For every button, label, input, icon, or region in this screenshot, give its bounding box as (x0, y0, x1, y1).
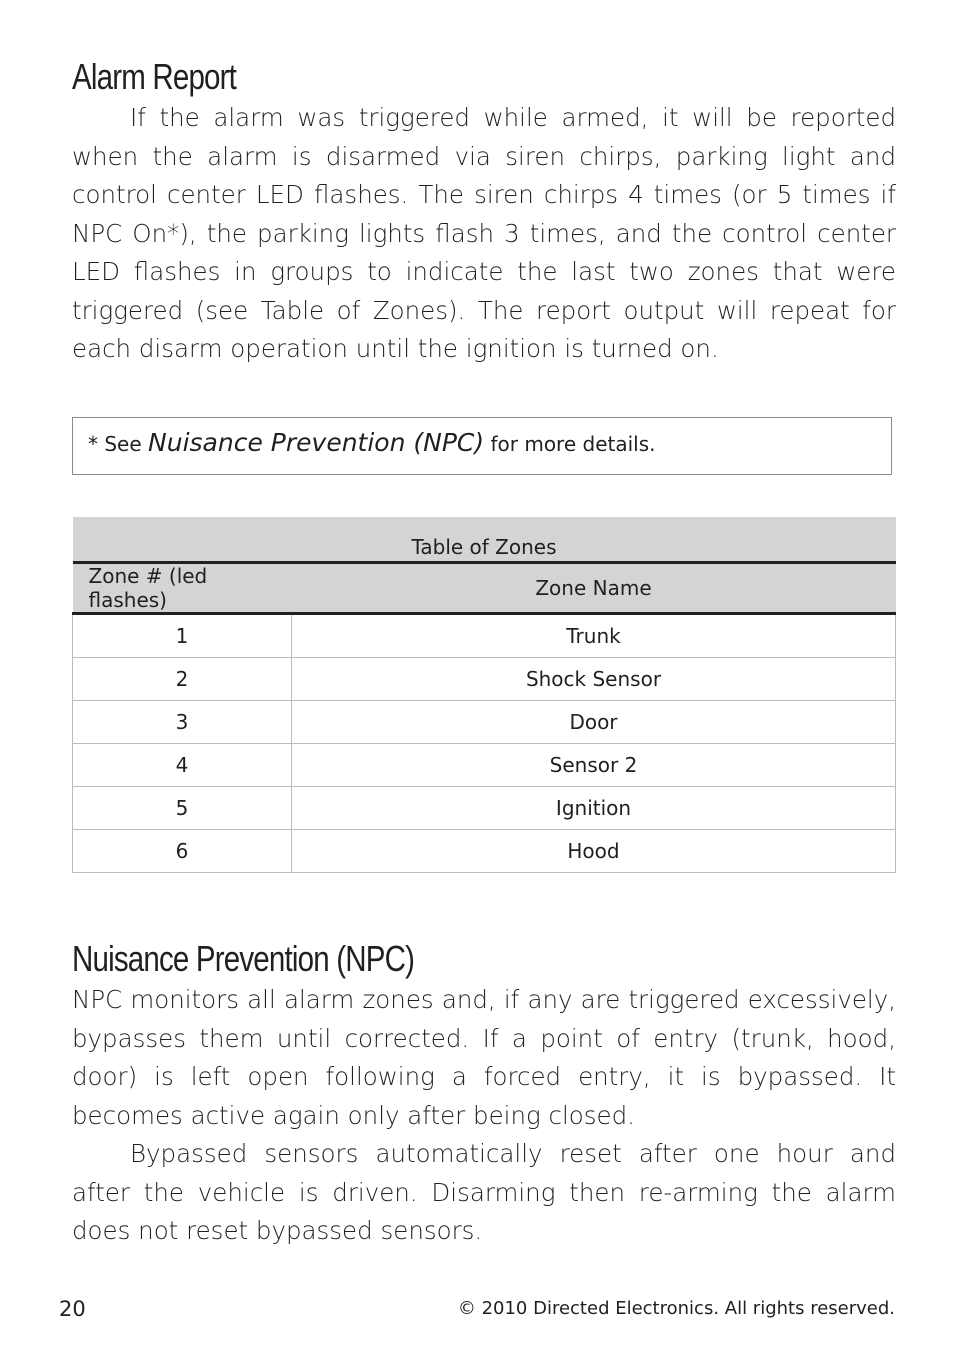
zone-number-cell: 1 (73, 614, 292, 658)
zone-number-cell: 2 (73, 658, 292, 701)
zone-number-cell: 4 (73, 744, 292, 787)
zone-number-cell: 3 (73, 701, 292, 744)
column-header-zone-name: Zone Name (292, 563, 896, 614)
table-header-row (73, 563, 896, 614)
npc-paragraph-1: NPC monitors all alarm zones and, if any are triggered excessively, bypasses them until corrected. If a point of entry (trunk, hood, door) is left open following a forced entry, it is bypassed. It becomes active again only after being closed. (72, 985, 896, 1130)
npc-paragraph-2: Bypassed sensors automatically reset after one hour and after the vehicle is driven. Disarming then re-arming the alarm does not reset bypassed sensors. (72, 1139, 896, 1245)
table-row (73, 830, 896, 873)
npc-note-text (88, 428, 656, 457)
zone-name-cell: Door (292, 701, 896, 744)
zone-name-cell: Ignition (292, 787, 896, 830)
note-suffix: for more details. (484, 432, 656, 456)
table-caption: Table of Zones (73, 517, 896, 563)
npc-note-box (72, 417, 892, 475)
table-row (73, 744, 896, 787)
table-row (73, 614, 896, 658)
note-prefix: * See (88, 432, 149, 456)
alarm-report-heading: Alarm Report (72, 56, 237, 97)
page-number: 20 (59, 1297, 86, 1321)
alarm-report-paragraph: If the alarm was triggered while armed, it will be reported when the alarm is disarmed via siren chirps, parking light and control center LED flashes. The siren chirps 4 times (or 5 times if NPC On*), the parking lights flash 3 times, and the control center LED flashes in groups to indicate the last two zones that were triggered (see Table of Zones). The report output will repeat for each disarm operation until the ignition is turned on. (72, 103, 896, 363)
npc-heading: Nuisance Prevention (NPC) (72, 938, 415, 979)
note-emphasis: Nuisance Prevention (NPC) (148, 428, 485, 457)
zone-name-cell: Trunk (292, 614, 896, 658)
column-header-zone-number: Zone # (led flashes) (73, 563, 292, 614)
zone-name-cell: Hood (292, 830, 896, 873)
zone-number-cell: 6 (73, 830, 292, 873)
zone-name-cell: Shock Sensor (292, 658, 896, 701)
table-row (73, 658, 896, 701)
table-caption-row (73, 517, 896, 563)
table-row (73, 701, 896, 744)
table-row (73, 787, 896, 830)
zone-name-cell: Sensor 2 (292, 744, 896, 787)
zone-number-cell: 5 (73, 787, 292, 830)
copyright-notice: © 2010 Directed Electronics. All rights reserved. (457, 1298, 895, 1319)
table-of-zones (72, 517, 896, 873)
